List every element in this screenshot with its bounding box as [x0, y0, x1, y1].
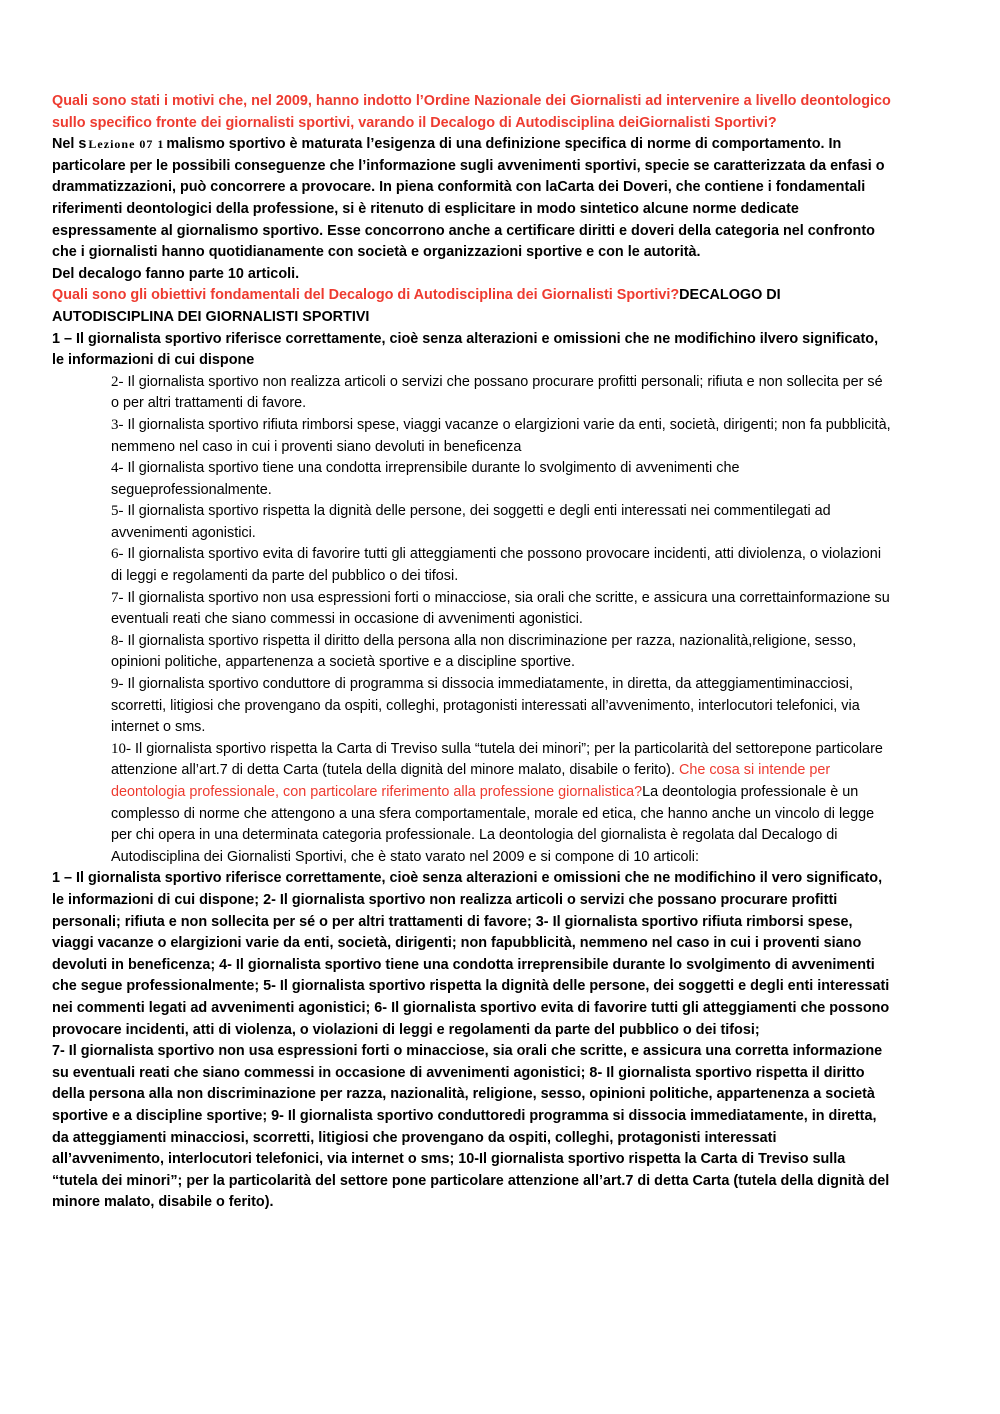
article-item — [111, 372, 892, 415]
question-1: Quali sono stati i motivi che, nel 2009, hanno indotto l’Ordine Nazionale dei Giornalisti ad intervenire a livello deontologico sullo specifico fronte dei giornalisti sportivi, varando il Decalogo di Autodisciplina deiGiornalisti Sportivi? — [52, 93, 891, 131]
article-text: Il giornalista sportivo tiene una condotta irreprensibile durante lo svolgimento di avvenimenti che segueprofessionalmente. — [111, 460, 740, 498]
article-1: 1 – Il giornalista sportivo riferisce correttamente, cioè senza alterazioni e omissioni che ne modifichino ilvero significato, le informazioni di cui dispone — [52, 330, 879, 369]
article-number: 8- — [111, 632, 124, 649]
article-text: Il giornalista sportivo non usa espressioni forti o minacciose, sia orali che scritte, e assicura una correttainformazione su eventuali reati che siano commessi in occasione di avvenimenti agonistici. — [111, 589, 890, 628]
article-text: Il giornalista sportivo conduttore di programma si dissocia immediatamente, in diretta, da atteggiamentiminacciosi, scorretti, litigiosi che provengano da ospiti, colleghi, protagonisti interessati all’avvenimento, interlocutori telefonici, via internet o sms. — [111, 676, 860, 736]
article-list — [111, 372, 892, 869]
answer-1-lead: Nel s — [52, 136, 87, 153]
question-2: Quali sono gli obiettivi fondamentali del Decalogo di Autodisciplina dei Giornalisti Sportivi? — [52, 287, 680, 304]
decalogo-title: DECALOGO DI AUTODISCIPLINA DEI GIORNALISTI SPORTIVI — [52, 287, 781, 325]
article-item — [111, 544, 892, 587]
article-number: 10- — [111, 740, 131, 757]
article-number: 9- — [111, 676, 124, 693]
article-item — [111, 674, 892, 739]
question-2-line — [52, 285, 892, 328]
lesson-stamp: Lezione 07 1 — [88, 137, 165, 152]
answer-1 — [52, 134, 892, 264]
article-text: Il giornalista sportivo non realizza articoli o servizi che possano procurare profitti personali; rifiuta e non sollecita per sé o per altri trattamenti di favore. — [111, 373, 883, 412]
article-number: 2- — [111, 373, 124, 390]
document-page — [52, 91, 892, 1214]
article-item — [111, 588, 892, 631]
answer-1-rest: malismo sportivo è maturata l’esigenza di una definizione specifica di norme di comportamento. In particolare per le possibili conseguenze che l’informazione sugli avvenimenti sportivi, specie se caratterizzata da enfasi o drammatizzazioni, può concorrere a provocare. In piena conformità con laCarta dei Doveri, che contiene i fondamentali riferimenti deontologici della professione, si è ritenuto di esplicitare in modo sintetico alcune norme dedicate espressamente al giornalismo sportivo. Esse concorrono anche a certificare diritti e doveri della categoria nel confronto che i giornalisti hanno quotidianamente con società e organizzazioni sportive e con le autorità. — [52, 136, 885, 261]
answer-3: La deontologia professionale è un complesso di norme che attengono a una sfera comportamentale, morale ed etica, che hanno anche un vincolo di legge per chi opera in una determinata categoria professionale. La deontologia del giornalista è regolata dal Decalogo di Autodisciplina dei Giornalisti Sportivi, che è stato varato nel 2009 e si compone di 10 articoli: — [111, 784, 875, 865]
article-text: Il giornalista sportivo evita di favorire tutti gli atteggiamenti che possono provocare incidenti, atti diviolenza, o violazioni di leggi e regolamenti da parte del pubblico o dei tifosi. — [111, 546, 882, 585]
article-count: Del decalogo fanno parte 10 articoli. — [52, 265, 300, 282]
summary-paragraph-2: 7- Il giornalista sportivo non usa espressioni forti o minacciose, sia orali che scritte, e assicura una corretta informazione su eventuali reati che siano commessi in occasione di avvenimenti agonistici; 8- Il giornalista sportivo rispetta il diritto della persona alla non discriminazione per razza, nazionalità, religione, sesso, opinioni politiche, appartenenza a società sportive e a discipline sportive; 9- Il giornalista sportivo conduttoredi programma si dissocia immediatamente, in diretta, da atteggiamenti minacciosi, scorretti, litigiosi che provengano da ospiti, colleghi, protagonisti interessati all’avvenimento, interlocutori telefonici, via internet o sms; 10-Il giornalista sportivo rispetta la Carta di Treviso sulla “tutela dei minori”; per la particolarità del settore pone particolare attenzione all’art.7 di detta Carta (tutela della dignità del minore malato, disabile o ferito). — [52, 1043, 890, 1211]
question-3: Che cosa si intende per deontologia professionale, con particolare riferimento alla professione giornalistica? — [111, 762, 831, 800]
summary-paragraph-1: 1 – Il giornalista sportivo riferisce correttamente, cioè senza alterazioni e omissioni che ne modifichino il vero significato, le informazioni di cui dispone; 2- Il giornalista sportivo non realizza articoli o servizi che possano procurare profitti personali; rifiuta e non sollecita per sé o per altri trattamenti di favore; 3- Il giornalista sportivo rifiuta rimborsi spese, viaggi vacanze o elargizioni varie da enti, società, dirigenti; non fapubblicità, nemmeno nel caso in cui i proventi siano devoluti in beneficenza; 4- Il giornalista sportivo tiene una condotta irreprensibile durante lo svolgimento di avvenimenti che segue professionalmente; 5- Il giornalista sportivo rispetta la dignità delle persone, dei soggetti e degli enti interessati nei commenti legati ad avvenimenti agonistici; 6- Il giornalista sportivo evita di favorire tutti gli atteggiamenti che possono provocare incidenti, atti di violenza, o violazioni di leggi e regolamenti da parte del pubblico o dei tifosi; — [52, 870, 890, 1038]
article-number: 4- — [111, 460, 124, 477]
article-text: Il giornalista sportivo rispetta la Carta di Treviso sulla “tutela dei minori”; per la particolarità del settorepone particolare attenzione all’art.7 di detta Carta (tutela della dignità del minore malato, disabile o ferito). — [111, 740, 883, 779]
article-number: 3- — [111, 416, 124, 433]
article-number: 7- — [111, 589, 124, 606]
article-item — [111, 631, 892, 674]
article-number: 6- — [111, 546, 124, 563]
article-number: 5- — [111, 503, 124, 520]
article-text: Il giornalista sportivo rispetta il diritto della persona alla non discriminazione per razza, nazionalità,religione, sesso, opinioni politiche, appartenenza a società sportive e a discipline sportive. — [111, 632, 857, 671]
article-text: Il giornalista sportivo rispetta la dignità delle persone, dei soggetti e degli enti interessati nei commentilegati ad avvenimenti agonistici. — [111, 503, 831, 541]
article-item — [111, 501, 892, 544]
article-item-10 — [111, 739, 892, 869]
article-item — [111, 458, 892, 501]
article-text: Il giornalista sportivo rifiuta rimborsi spese, viaggi vacanze o elargizioni varie da enti, società, dirigenti; non fa pubblicità, nemmeno nel caso in cui i proventi siano devoluti in beneficenza — [111, 416, 891, 455]
article-item — [111, 415, 892, 458]
